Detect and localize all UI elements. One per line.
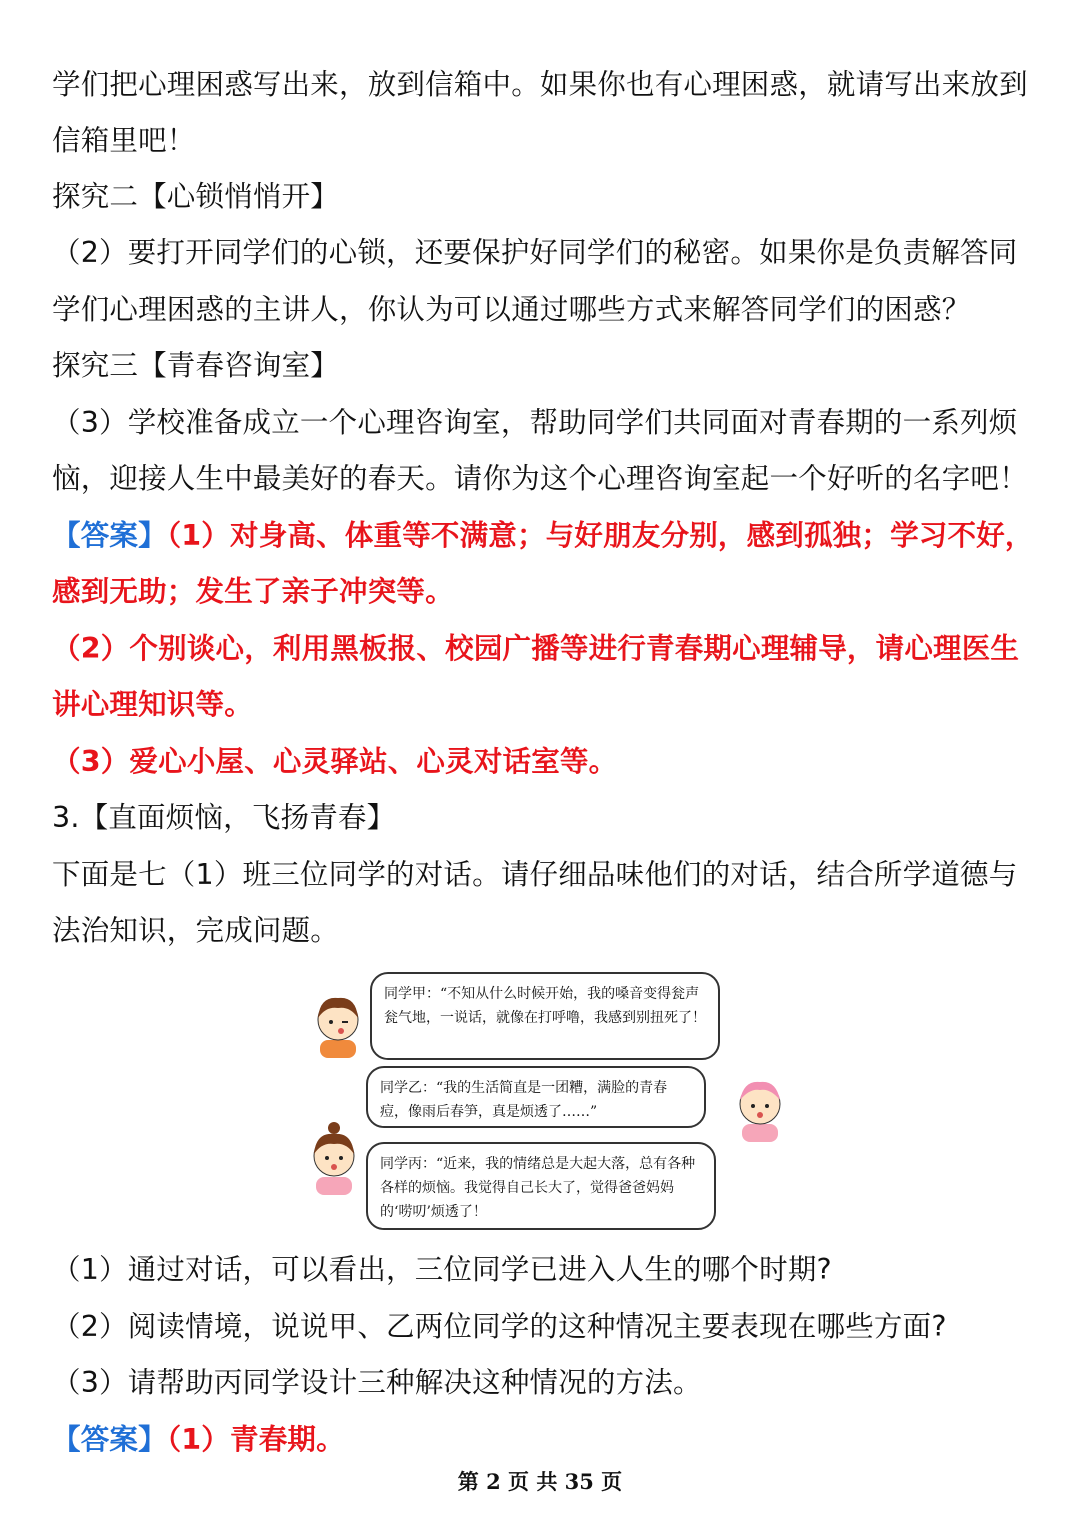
answer-text: （1）青春期。 — [166, 1423, 345, 1456]
answer-text: 感到无助；发生了亲子冲突等。 — [52, 575, 454, 608]
text-line: （3）学校准备成立一个心理咨询室，帮助同学们共同面对青春期的一系列烦 — [52, 406, 1018, 439]
speech-bubble-jia — [370, 972, 720, 1060]
answer-block-2 — [52, 1420, 345, 1460]
sub-question: （2）阅读情境，说说甲、乙两位同学的这种情况主要表现在哪些方面? — [52, 1310, 947, 1343]
text-line: 学们心理困惑的主讲人，你认为可以通过哪些方式来解答同学们的困惑？ — [52, 293, 971, 326]
page-footer: 第 2 页 共 35 页 — [457, 1469, 623, 1494]
question-intro: 下面是七（1）班三位同学的对话。请仔细品味他们的对话，结合所学道德与 — [52, 858, 1018, 891]
sub-question: （3）请帮助丙同学设计三种解决这种情况的方法。 — [52, 1366, 702, 1399]
dialog-jia-text: 同学甲：“不知从什么时候开始，我的嗓音变得瓮声瓮气地，一说话，就像在打呼噜，我感到别扭死了！ — [384, 986, 706, 1026]
answer-block-1 — [52, 516, 1034, 556]
speech-bubble-yi — [366, 1066, 706, 1128]
answer-text: 讲心理知识等。 — [52, 688, 253, 721]
text-line: 信箱里吧！ — [52, 124, 196, 157]
section-heading: 探究二【心锁悄悄开】 — [52, 180, 340, 213]
answer-label: 【答案】 — [52, 1423, 167, 1456]
answer-text: （1）对身高、体重等不满意；与好朋友分别，感到孤独；学习不好， — [166, 519, 1034, 552]
girl-avatar-icon — [304, 1120, 364, 1195]
text-line: 恼，迎接人生中最美好的春天。请你为这个心理咨询室起一个好听的名字吧！ — [52, 462, 1028, 495]
boy-avatar-icon — [308, 988, 368, 1058]
question-intro: 法治知识，完成问题。 — [52, 914, 340, 947]
answer-text: （3）爱心小屋、心灵驿站、心灵对话室等。 — [52, 745, 618, 778]
question-title: 3.【直面烦恼，飞扬青春】 — [52, 801, 396, 834]
dialogue-illustration — [300, 968, 730, 1238]
sub-question: （1）通过对话，可以看出，三位同学已进入人生的哪个时期? — [52, 1253, 832, 1286]
answer-text: （2）个别谈心，利用黑板报、校园广播等进行青春期心理辅导，请心理医生 — [52, 632, 1020, 665]
dialog-bing-text: 同学丙：“近来，我的情绪总是大起大落，总有各种各样的烦恼。我觉得自己长大了，觉得爸爸妈妈的‘唠叨’烦透了！ — [380, 1156, 696, 1220]
text-line: 学们把心理困惑写出来，放到信箱中。如果你也有心理困惑，就请写出来放到 — [52, 68, 1028, 101]
speech-bubble-bing — [366, 1142, 716, 1230]
dialog-yi-text: 同学乙：“我的生活简直是一团糟，满脸的青春痘，像雨后春笋，真是烦透了……” — [380, 1080, 668, 1120]
girl-pink-avatar-icon — [730, 1072, 790, 1142]
text-line: （2）要打开同学们的心锁，还要保护好同学们的秘密。如果你是负责解答同 — [52, 236, 1018, 269]
answer-label: 【答案】 — [52, 519, 167, 552]
section-heading: 探究三【青春咨询室】 — [52, 349, 340, 382]
